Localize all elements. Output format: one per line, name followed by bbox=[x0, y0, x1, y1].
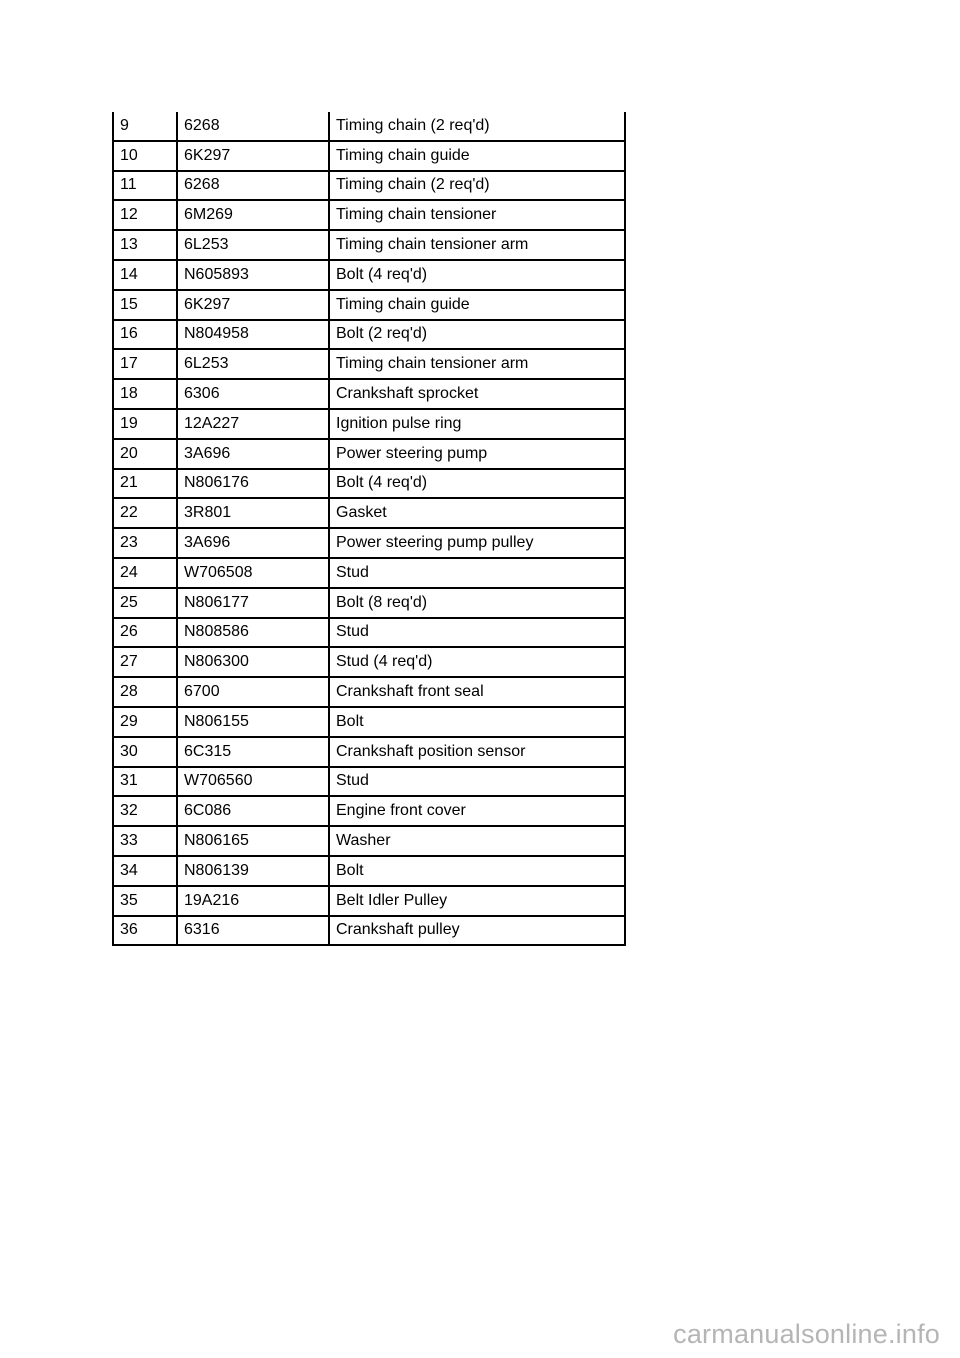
item-number-cell: 19 bbox=[113, 409, 177, 439]
description-cell: Washer bbox=[329, 826, 625, 856]
description-cell: Timing chain (2 req'd) bbox=[329, 171, 625, 201]
table-row bbox=[113, 707, 625, 737]
item-number-cell: 30 bbox=[113, 737, 177, 767]
item-number-cell: 27 bbox=[113, 647, 177, 677]
part-number-cell: 6268 bbox=[177, 112, 329, 141]
part-number-cell: 3R801 bbox=[177, 498, 329, 528]
table-row bbox=[113, 618, 625, 648]
item-number-cell: 36 bbox=[113, 916, 177, 946]
part-number-cell: W706560 bbox=[177, 767, 329, 797]
item-number-cell: 25 bbox=[113, 588, 177, 618]
item-number-cell: 35 bbox=[113, 886, 177, 916]
table-row bbox=[113, 796, 625, 826]
item-number-cell: 33 bbox=[113, 826, 177, 856]
item-number-cell: 32 bbox=[113, 796, 177, 826]
table-row bbox=[113, 469, 625, 499]
table-row bbox=[113, 916, 625, 946]
table-row bbox=[113, 588, 625, 618]
description-cell: Stud bbox=[329, 618, 625, 648]
table-row bbox=[113, 290, 625, 320]
table-row bbox=[113, 647, 625, 677]
item-number-cell: 18 bbox=[113, 379, 177, 409]
item-number-cell: 11 bbox=[113, 171, 177, 201]
table-row bbox=[113, 528, 625, 558]
table-row bbox=[113, 856, 625, 886]
item-number-cell: 16 bbox=[113, 320, 177, 350]
part-number-cell: 3A696 bbox=[177, 528, 329, 558]
item-number-cell: 10 bbox=[113, 141, 177, 171]
table-row bbox=[113, 767, 625, 797]
part-number-cell: 6268 bbox=[177, 171, 329, 201]
item-number-cell: 12 bbox=[113, 200, 177, 230]
part-number-cell: N806165 bbox=[177, 826, 329, 856]
description-cell: Bolt (8 req'd) bbox=[329, 588, 625, 618]
part-number-cell: 6700 bbox=[177, 677, 329, 707]
watermark: carmanualsonline.info bbox=[673, 1319, 940, 1349]
part-number-cell: 12A227 bbox=[177, 409, 329, 439]
item-number-cell: 26 bbox=[113, 618, 177, 648]
description-cell: Gasket bbox=[329, 498, 625, 528]
item-number-cell: 23 bbox=[113, 528, 177, 558]
item-number-cell: 31 bbox=[113, 767, 177, 797]
description-cell: Belt Idler Pulley bbox=[329, 886, 625, 916]
part-number-cell: 6K297 bbox=[177, 290, 329, 320]
part-number-cell: N808586 bbox=[177, 618, 329, 648]
part-number-cell: 6L253 bbox=[177, 230, 329, 260]
part-number-cell: 3A696 bbox=[177, 439, 329, 469]
table-row bbox=[113, 886, 625, 916]
description-cell: Bolt (4 req'd) bbox=[329, 469, 625, 499]
table-row bbox=[113, 379, 625, 409]
table-row bbox=[113, 320, 625, 350]
part-number-cell: N806139 bbox=[177, 856, 329, 886]
part-number-cell: 6K297 bbox=[177, 141, 329, 171]
part-number-cell: N806155 bbox=[177, 707, 329, 737]
table-row bbox=[113, 230, 625, 260]
part-number-cell: 6316 bbox=[177, 916, 329, 946]
description-cell: Crankshaft sprocket bbox=[329, 379, 625, 409]
description-cell: Timing chain guide bbox=[329, 141, 625, 171]
item-number-cell: 9 bbox=[113, 112, 177, 141]
item-number-cell: 21 bbox=[113, 469, 177, 499]
table-row bbox=[113, 826, 625, 856]
item-number-cell: 13 bbox=[113, 230, 177, 260]
table-row bbox=[113, 112, 625, 141]
description-cell: Stud bbox=[329, 558, 625, 588]
description-cell: Timing chain tensioner bbox=[329, 200, 625, 230]
description-cell: Timing chain (2 req'd) bbox=[329, 112, 625, 141]
part-number-cell: N605893 bbox=[177, 260, 329, 290]
table-row bbox=[113, 677, 625, 707]
description-cell: Ignition pulse ring bbox=[329, 409, 625, 439]
description-cell: Timing chain tensioner arm bbox=[329, 349, 625, 379]
description-cell: Timing chain tensioner arm bbox=[329, 230, 625, 260]
part-number-cell: 6C315 bbox=[177, 737, 329, 767]
table-row bbox=[113, 439, 625, 469]
description-cell: Crankshaft position sensor bbox=[329, 737, 625, 767]
item-number-cell: 28 bbox=[113, 677, 177, 707]
description-cell: Power steering pump bbox=[329, 439, 625, 469]
part-number-cell: N806177 bbox=[177, 588, 329, 618]
part-number-cell: N804958 bbox=[177, 320, 329, 350]
item-number-cell: 29 bbox=[113, 707, 177, 737]
table-row bbox=[113, 409, 625, 439]
table-row bbox=[113, 498, 625, 528]
item-number-cell: 24 bbox=[113, 558, 177, 588]
description-cell: Stud (4 req'd) bbox=[329, 647, 625, 677]
part-number-cell: N806176 bbox=[177, 469, 329, 499]
part-number-cell: 6L253 bbox=[177, 349, 329, 379]
table-row bbox=[113, 558, 625, 588]
part-number-cell: 19A216 bbox=[177, 886, 329, 916]
table-row bbox=[113, 260, 625, 290]
description-cell: Bolt bbox=[329, 856, 625, 886]
item-number-cell: 15 bbox=[113, 290, 177, 320]
description-cell: Crankshaft front seal bbox=[329, 677, 625, 707]
description-cell: Bolt (4 req'd) bbox=[329, 260, 625, 290]
item-number-cell: 14 bbox=[113, 260, 177, 290]
description-cell: Timing chain guide bbox=[329, 290, 625, 320]
table-row bbox=[113, 200, 625, 230]
item-number-cell: 22 bbox=[113, 498, 177, 528]
part-number-cell: 6C086 bbox=[177, 796, 329, 826]
item-number-cell: 17 bbox=[113, 349, 177, 379]
table-row bbox=[113, 171, 625, 201]
item-number-cell: 20 bbox=[113, 439, 177, 469]
item-number-cell: 34 bbox=[113, 856, 177, 886]
description-cell: Power steering pump pulley bbox=[329, 528, 625, 558]
description-cell: Bolt (2 req'd) bbox=[329, 320, 625, 350]
part-number-cell: N806300 bbox=[177, 647, 329, 677]
part-number-cell: W706508 bbox=[177, 558, 329, 588]
description-cell: Crankshaft pulley bbox=[329, 916, 625, 946]
table-row bbox=[113, 349, 625, 379]
description-cell: Stud bbox=[329, 767, 625, 797]
parts-table bbox=[112, 112, 626, 946]
table-row bbox=[113, 737, 625, 767]
part-number-cell: 6306 bbox=[177, 379, 329, 409]
part-number-cell: 6M269 bbox=[177, 200, 329, 230]
description-cell: Engine front cover bbox=[329, 796, 625, 826]
description-cell: Bolt bbox=[329, 707, 625, 737]
table-row bbox=[113, 141, 625, 171]
parts-table-body bbox=[113, 112, 625, 945]
